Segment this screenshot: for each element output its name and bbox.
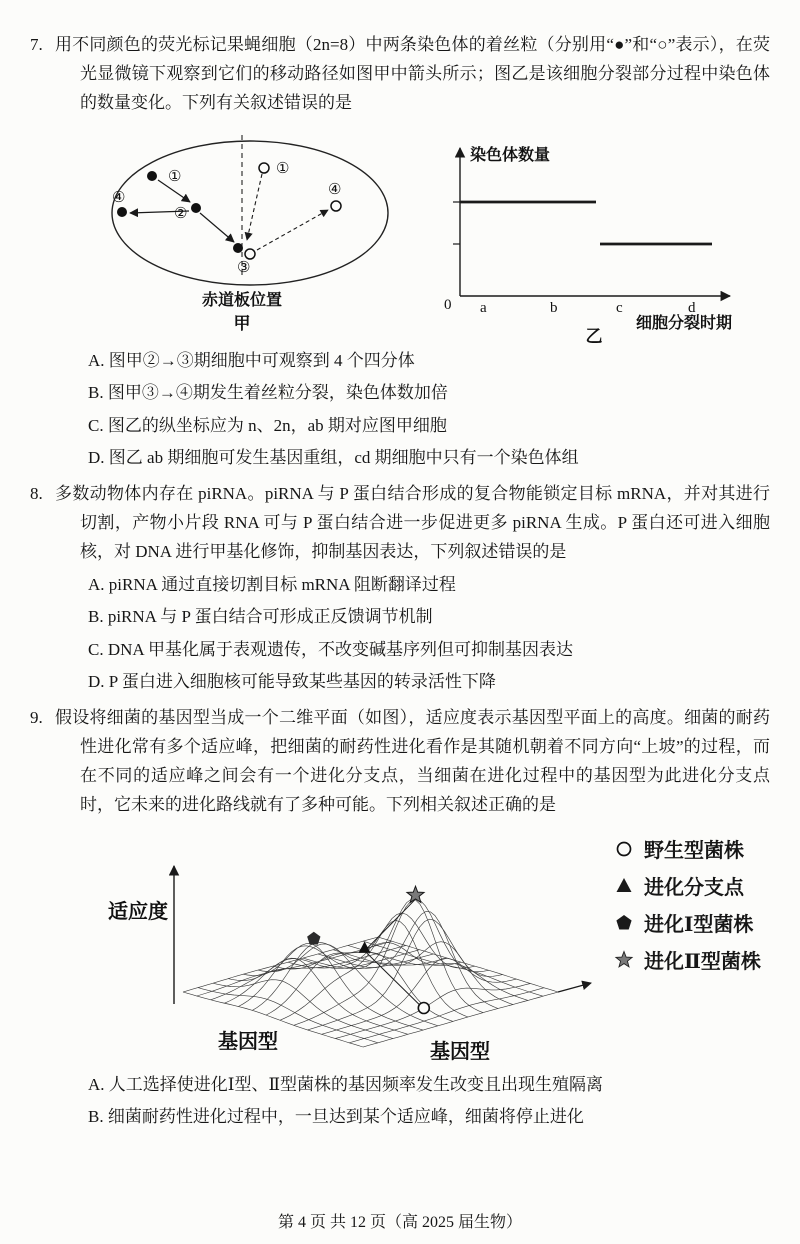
page-footer: 第 4 页 共 12 页（高 2025 届生物） — [277, 1214, 522, 1231]
surface-mesh — [183, 899, 558, 1047]
question-7 — [30, 30, 770, 473]
figure-jia-caption: 甲 — [233, 313, 251, 333]
q9-option-a: A. 人工选择使进化Ⅰ型、Ⅱ型菌株的基因频率发生改变且出现生殖隔离 — [88, 1074, 604, 1094]
origin-label: 0 — [444, 296, 452, 313]
fitness-axis-label: 适应度 — [108, 900, 168, 923]
x-tick-d: d — [688, 299, 696, 316]
circle-marker-icon — [614, 838, 634, 858]
equator-label: 赤道板位置 — [201, 291, 283, 309]
cell-diagram-svg — [92, 128, 412, 343]
question-9-stem-text: 假设将细菌的基因型当成一个二维平面（如图），适应度表示基因型平面上的高度。细菌的耐药性进化常有多个适应峰，把细菌的耐药性进化看作是其随机朝着不同方向“上坡”的过程，而在不同的适应峰之间会有一个进化分支点，当细菌在进化过程中的基因型为此进化分支点时，它未来的进化路线就有了多种可能。下列相关叙述正确的是 — [54, 707, 770, 815]
q8-option-b: B. piRNA 与 P 蛋白结合可形成正反馈调节机制 — [88, 607, 433, 627]
q7-option-a: A. 图甲②→③期细胞中可观察到 4 个四分体 — [88, 350, 415, 370]
marker-label-2: ② — [174, 205, 188, 222]
legend-label: 进化Ⅰ型菌株 — [644, 913, 754, 936]
legend-item-type2 — [614, 945, 761, 974]
wild-type-circle-marker — [418, 1002, 429, 1013]
x-axis-label: 细胞分裂时期 — [635, 314, 732, 332]
figure-9 — [88, 832, 770, 1067]
chromosome-count-graph-svg — [426, 128, 746, 343]
question-7-stem-text: 用不同颜色的荧光标记果蝇细胞（2n=8）中两条染色体的着丝粒（分别用“●”和“○”表示），在荧光显微镜下观察到它们的移动路径如图甲中箭头所示；图乙是该细胞分裂部分过程中染色体的数量变化。下列有关叙述错误的是 — [54, 35, 770, 113]
marker-label-4-left: ④ — [112, 189, 126, 206]
centromere-dot-open — [331, 201, 341, 211]
legend-label: 野生型菌株 — [644, 839, 744, 862]
fitness-landscape-svg — [88, 832, 608, 1067]
star-marker-icon — [614, 949, 634, 969]
question-9 — [30, 703, 770, 1132]
centromere-dot-filled — [147, 171, 157, 181]
x-tick-a: a — [480, 299, 487, 316]
question-9-stem — [30, 703, 770, 820]
marker-label-1-right: ① — [276, 160, 290, 177]
genotype-axis-label-front: 基因型 — [430, 1040, 490, 1063]
movement-arrow-dashed — [257, 210, 328, 250]
centromere-dot-open — [245, 249, 255, 259]
centromere-dot-filled — [117, 207, 127, 217]
evolution-path-line — [365, 899, 424, 1009]
question-8 — [30, 479, 770, 697]
question-8-number: 8. — [30, 483, 43, 503]
q8-option-d: D. P 蛋白进入细胞核可能导致某些基因的转录活性下降 — [88, 672, 496, 692]
question-8-stem — [30, 479, 770, 567]
figure-9-legend — [614, 834, 761, 974]
pentagon-marker-icon — [614, 912, 634, 932]
movement-arrow — [200, 213, 234, 242]
legend-item-wild-type — [614, 834, 761, 863]
marker-label-4-right: ④ — [328, 181, 342, 198]
movement-arrow-dashed — [247, 174, 262, 240]
marker-label-1-left: ① — [168, 168, 182, 185]
q7-option-d: D. 图乙 ab 期细胞可发生基因重组，cd 期细胞中只有一个染色体组 — [88, 448, 579, 468]
q8-option-c: C. DNA 甲基化属于表观遗传，不改变碱基序列但可抑制基因表达 — [88, 639, 573, 659]
question-8-stem-text: 多数动物体内存在 piRNA。piRNA 与 P 蛋白结合形成的复合物能锁定目标 mRNA，并对其进行切割，产物小片段 RNA 可与 P 蛋白结合进一步促进更多 piRNA 生成。P 蛋白还可进入细胞核，对 DNA 进行甲基化修饰，抑制基因表达，下列叙述错误的是 — [54, 483, 770, 562]
type1-pentagon-marker — [307, 932, 320, 945]
centromere-dot-open — [259, 163, 269, 173]
question-7-stem — [30, 30, 770, 118]
question-9-number: 9. — [30, 707, 43, 727]
q8-option-a: A. piRNA 通过直接切割目标 mRNA 阻断翻译过程 — [88, 574, 456, 594]
q9-option-b: B. 细菌耐药性进化过程中，一旦达到某个适应峰，细菌将停止进化 — [88, 1107, 584, 1127]
legend-item-branch-point — [614, 871, 761, 900]
y-axis-label: 染色体数量 — [470, 146, 551, 164]
centromere-dot-filled — [233, 243, 243, 253]
genotype-axis-arrow — [558, 983, 591, 992]
legend-label: 进化Ⅱ型菌株 — [644, 950, 761, 973]
genotype-axis-label-left: 基因型 — [218, 1030, 278, 1053]
triangle-marker-icon — [614, 875, 634, 895]
x-tick-b: b — [550, 299, 558, 316]
q7-option-c: C. 图乙的纵坐标应为 n、2n，ab 期对应图甲细胞 — [88, 415, 447, 435]
question-7-number: 7. — [30, 35, 43, 54]
figure-yi-caption: 乙 — [585, 326, 603, 343]
q7-option-b: B. 图甲③→④期发生着丝粒分裂，染色体数加倍 — [88, 383, 448, 403]
legend-label: 进化分支点 — [644, 876, 744, 899]
legend-item-type1 — [614, 908, 761, 937]
x-tick-c: c — [616, 299, 623, 316]
marker-label-3: ③ — [237, 259, 251, 276]
centromere-dot-filled — [191, 203, 201, 213]
figure-7 — [92, 128, 770, 343]
